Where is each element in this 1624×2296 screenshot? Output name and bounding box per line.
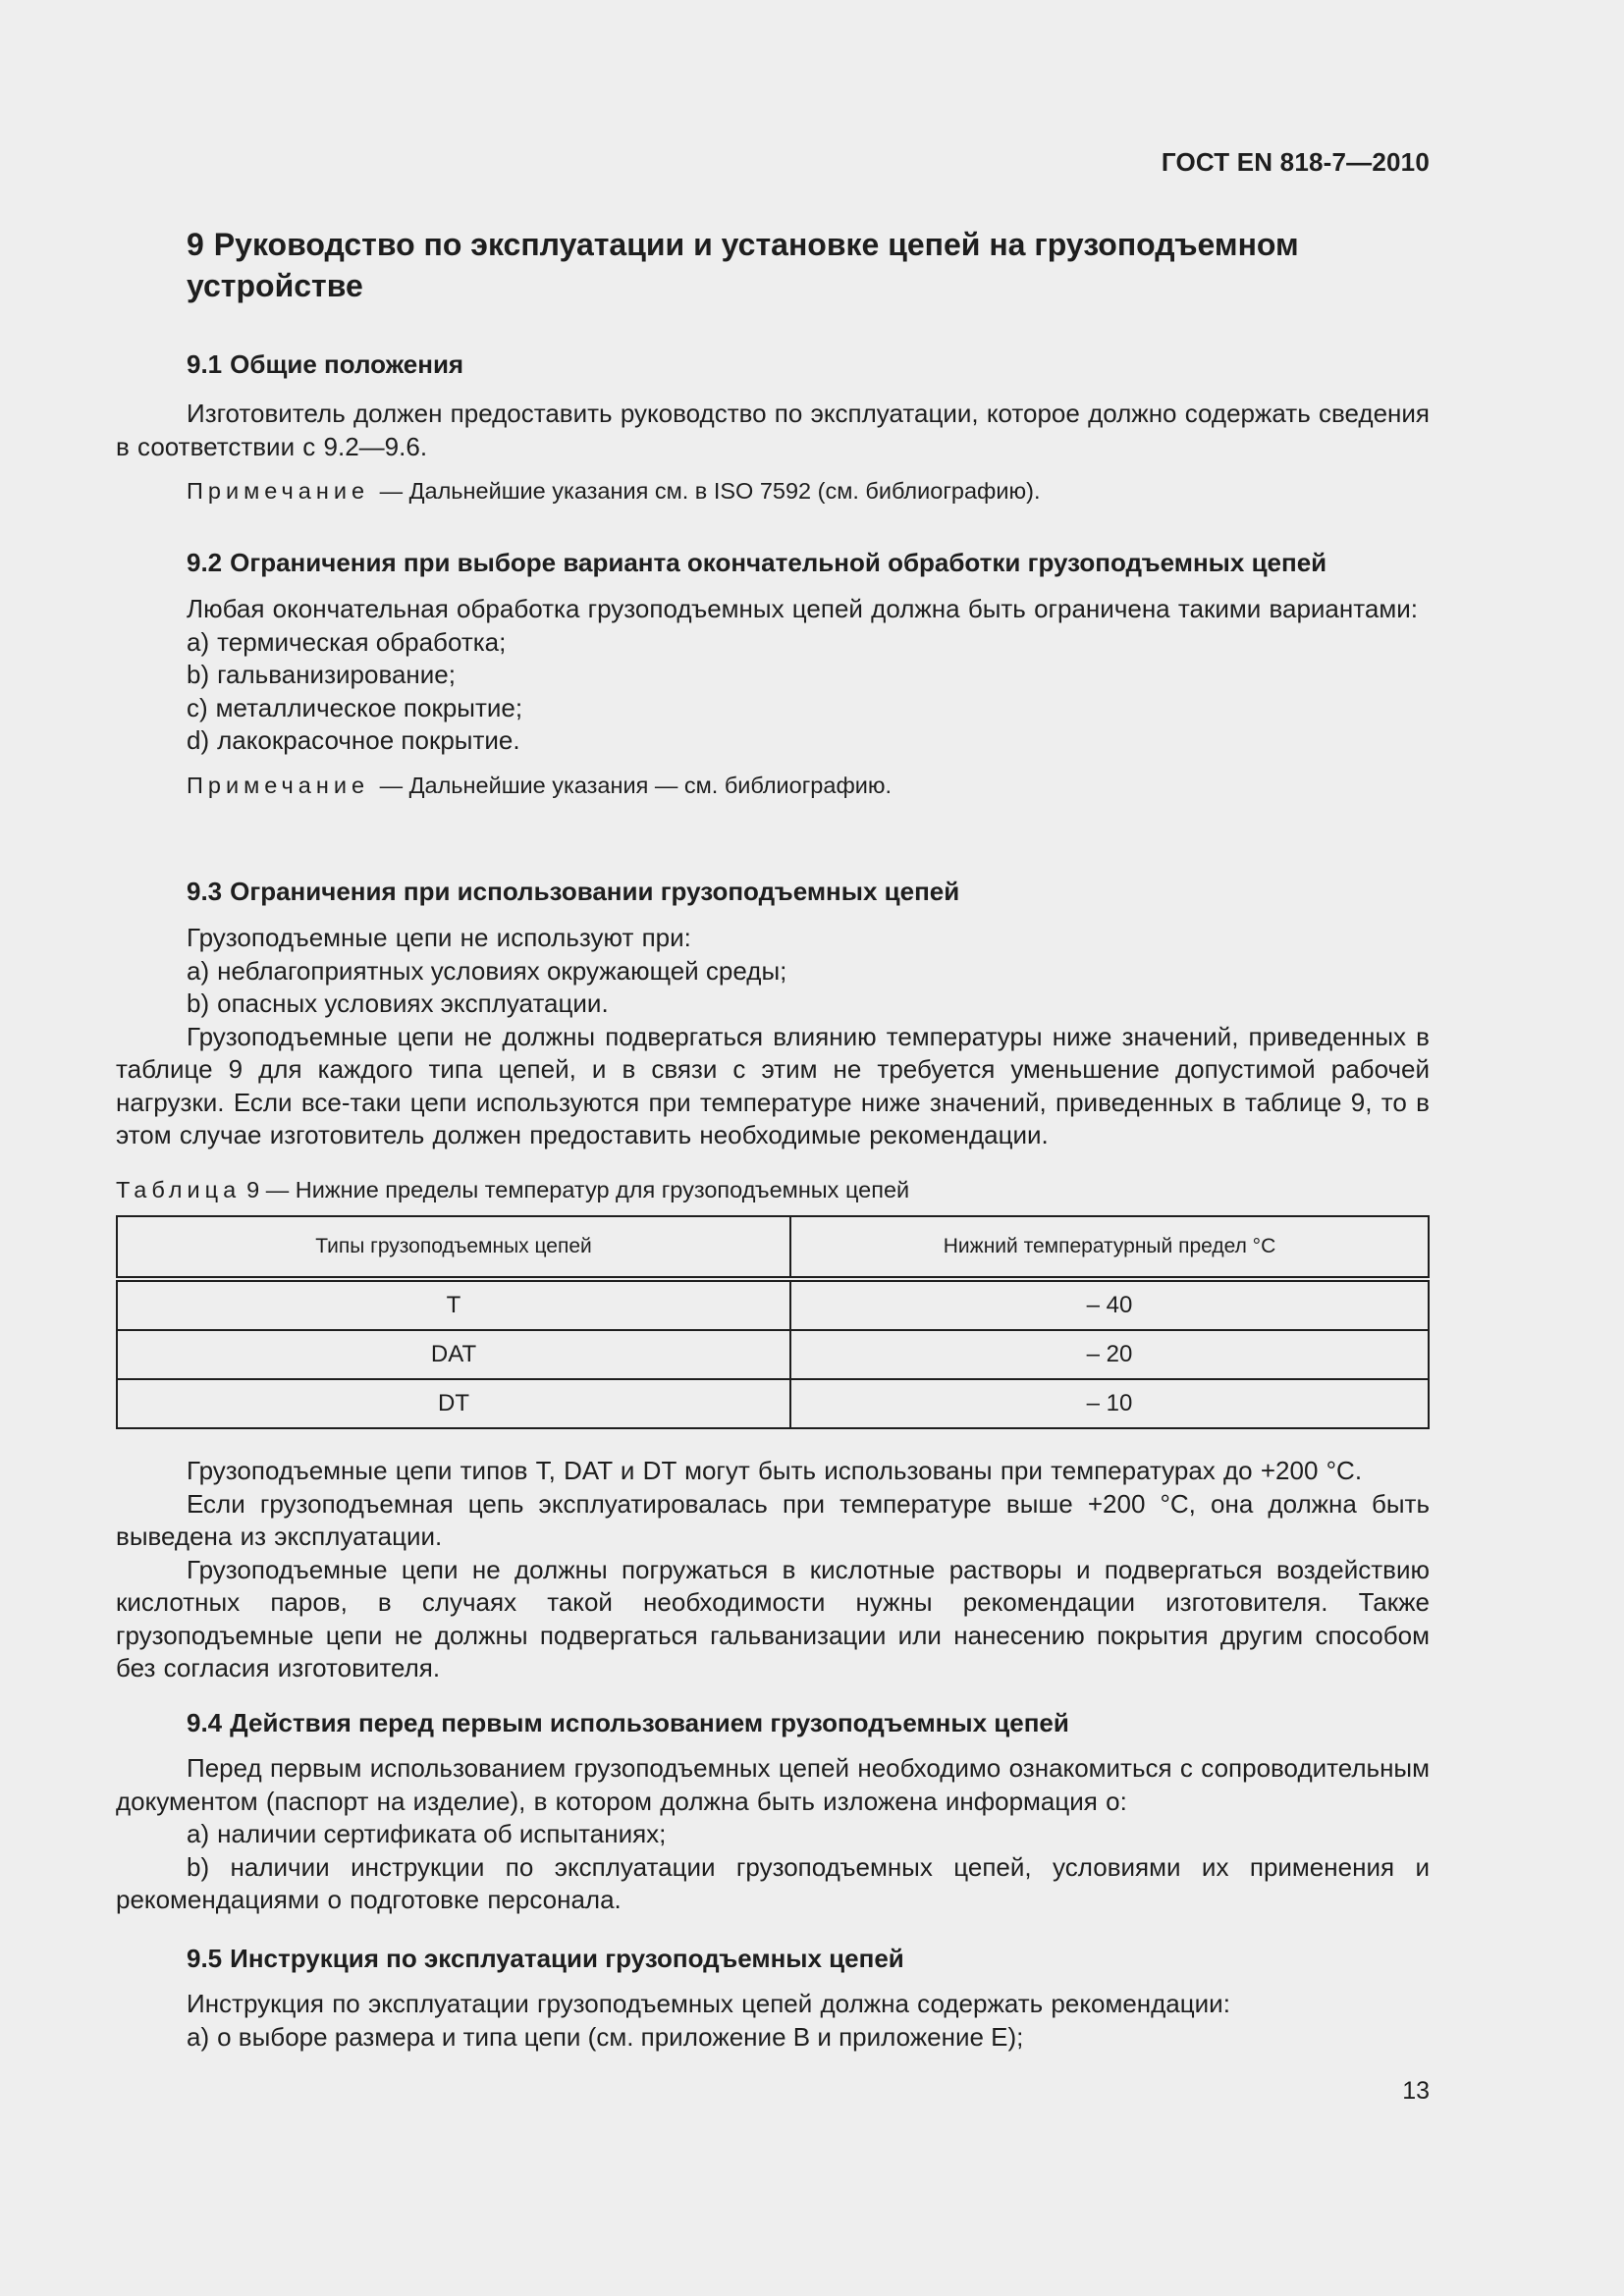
table-cell: – 20 — [790, 1330, 1429, 1379]
subsection-heading — [116, 874, 1430, 909]
note-text: — Дальнейшие указания — см. библиографию. — [379, 772, 893, 798]
subsection-heading — [116, 1941, 1430, 1976]
page-number: 13 — [1402, 2077, 1430, 2105]
section-number: 9 — [187, 227, 204, 262]
subsection-9-3-continued — [116, 1455, 1430, 1685]
subsection-title: Общие положения — [230, 349, 464, 379]
table-caption-label: Таблица — [116, 1177, 242, 1202]
temperature-limits-table — [116, 1215, 1430, 1429]
table-cell: T — [117, 1279, 790, 1330]
paragraph: Грузоподъемные цепи не должны погружаться в кислотные растворы и подвергаться воздействию кислотных паров, в случаях такой необходимости нужны рекомендации изготовителя. Также грузоподъемные цепи не должны подвергаться гальванизации или нанесению покрытия другим способом без согласия изготовителя. — [116, 1554, 1430, 1682]
note — [116, 475, 1430, 507]
table-header-cell: Типы грузоподъемных цепей — [117, 1216, 790, 1279]
subsection-number: 9.3 — [187, 877, 223, 906]
note — [116, 770, 1430, 802]
paragraph: Если грузоподъемная цепь эксплуатировалась при температуре выше +200 °C, она должна быть выведена из эксплуатации. — [116, 1488, 1430, 1551]
list-item: c) металлическое покрытие; — [187, 692, 523, 722]
paragraph: Грузоподъемные цепи не должны подвергаться влиянию температуры ниже значений, приведенных в таблице 9 для каждого типа цепей, и в связи с этим не требуется уменьшение допустимой рабочей нагрузки. Если все-таки цепи используются при температуре ниже значений, приведенных в таблице 9, то в этом случае изготовитель должен предоставить необходимые рекомендации. — [116, 1021, 1430, 1149]
subsection-number: 9.4 — [187, 1708, 223, 1737]
paragraph: b) наличии инструкции по эксплуатации грузоподъемных цепей, условиями их применения и рекомендациями о подготовке персонала. — [116, 1851, 1430, 1914]
standard-designation: ГОСТ EN 818-7—2010 — [1161, 147, 1430, 177]
subsection-number: 9.5 — [187, 1944, 223, 1973]
paragraph: Грузоподъемные цепи не используют при: — [187, 923, 691, 952]
note-text: — Дальнейшие указания см. в ISO 7592 (см. библиографию). — [379, 478, 1041, 504]
subsection-heading — [116, 545, 1430, 580]
table-cell: DAT — [117, 1330, 790, 1379]
subsection-number: 9.2 — [187, 548, 223, 577]
subsection-9-4 — [116, 1705, 1430, 1917]
list-item: a) наличии сертификата об испытаниях; — [187, 1819, 667, 1848]
subsection-title: Действия перед первым использованием грузоподъемных цепей — [230, 1708, 1069, 1737]
list-item: a) термическая обработка; — [187, 626, 507, 657]
subsection-heading — [116, 1705, 1430, 1740]
table-cell: – 10 — [790, 1379, 1429, 1428]
list-item: a) неблагоприятных условиях окружающей среды; — [187, 955, 787, 986]
table-caption — [116, 1174, 1430, 1205]
table-cell: DT — [117, 1379, 790, 1428]
table-cell: – 40 — [790, 1279, 1429, 1330]
subsection-heading — [116, 347, 1430, 382]
paragraph: Инструкция по эксплуатации грузоподъемных цепей должна содержать рекомендации: — [187, 1989, 1230, 2018]
paragraph: Перед первым использованием грузоподъемных цепей необходимо ознакомиться с сопроводительным документом (паспорт на изделие), в котором должна быть изложена информация о: — [116, 1753, 1430, 1816]
note-label: Примечание — [187, 478, 370, 504]
table-row — [117, 1279, 1429, 1330]
subsection-number: 9.1 — [187, 349, 223, 379]
table-9-block — [116, 1174, 1430, 1429]
section-9-heading — [187, 224, 1404, 306]
list-item: a) о выборе размера и типа цепи (см. приложение В и приложение Е); — [187, 2021, 1024, 2052]
paragraph: Любая окончательная обработка грузоподъемных цепей должна быть ограничена такими вариантами: — [187, 594, 1418, 623]
list-item: b) опасных условиях эксплуатации. — [187, 988, 609, 1018]
section-title: Руководство по эксплуатации и установке цепей на грузоподъемном устройстве — [187, 227, 1299, 303]
note-label: Примечание — [187, 772, 370, 798]
subsection-9-1 — [116, 347, 1430, 507]
subsection-9-3 — [116, 874, 1430, 1152]
table-row — [117, 1330, 1429, 1379]
subsection-9-2 — [116, 545, 1430, 802]
subsection-title: Инструкция по эксплуатации грузоподъемных цепей — [230, 1944, 904, 1973]
subsection-title: Ограничения при выборе варианта окончательной обработки грузоподъемных цепей — [230, 548, 1327, 577]
subsection-title: Ограничения при использовании грузоподъемных цепей — [230, 877, 960, 906]
paragraph: Изготовитель должен предоставить руководство по эксплуатации, которое должно содержать сведения в соответствии с 9.2—9.6. — [116, 399, 1430, 461]
table-header-row — [117, 1216, 1429, 1279]
table-header-cell: Нижний температурный предел °С — [790, 1216, 1429, 1279]
table-caption-text: 9 — Нижние пределы температур для грузоподъемных цепей — [246, 1177, 910, 1202]
paragraph: Грузоподъемные цепи типов T, DAT и DT могут быть использованы при температурах до +200 °C. — [187, 1456, 1363, 1485]
subsection-9-5 — [116, 1941, 1430, 2054]
list-item: d) лакокрасочное покрытие. — [187, 725, 520, 755]
table-row — [117, 1379, 1429, 1428]
list-item: b) гальванизирование; — [187, 660, 456, 689]
